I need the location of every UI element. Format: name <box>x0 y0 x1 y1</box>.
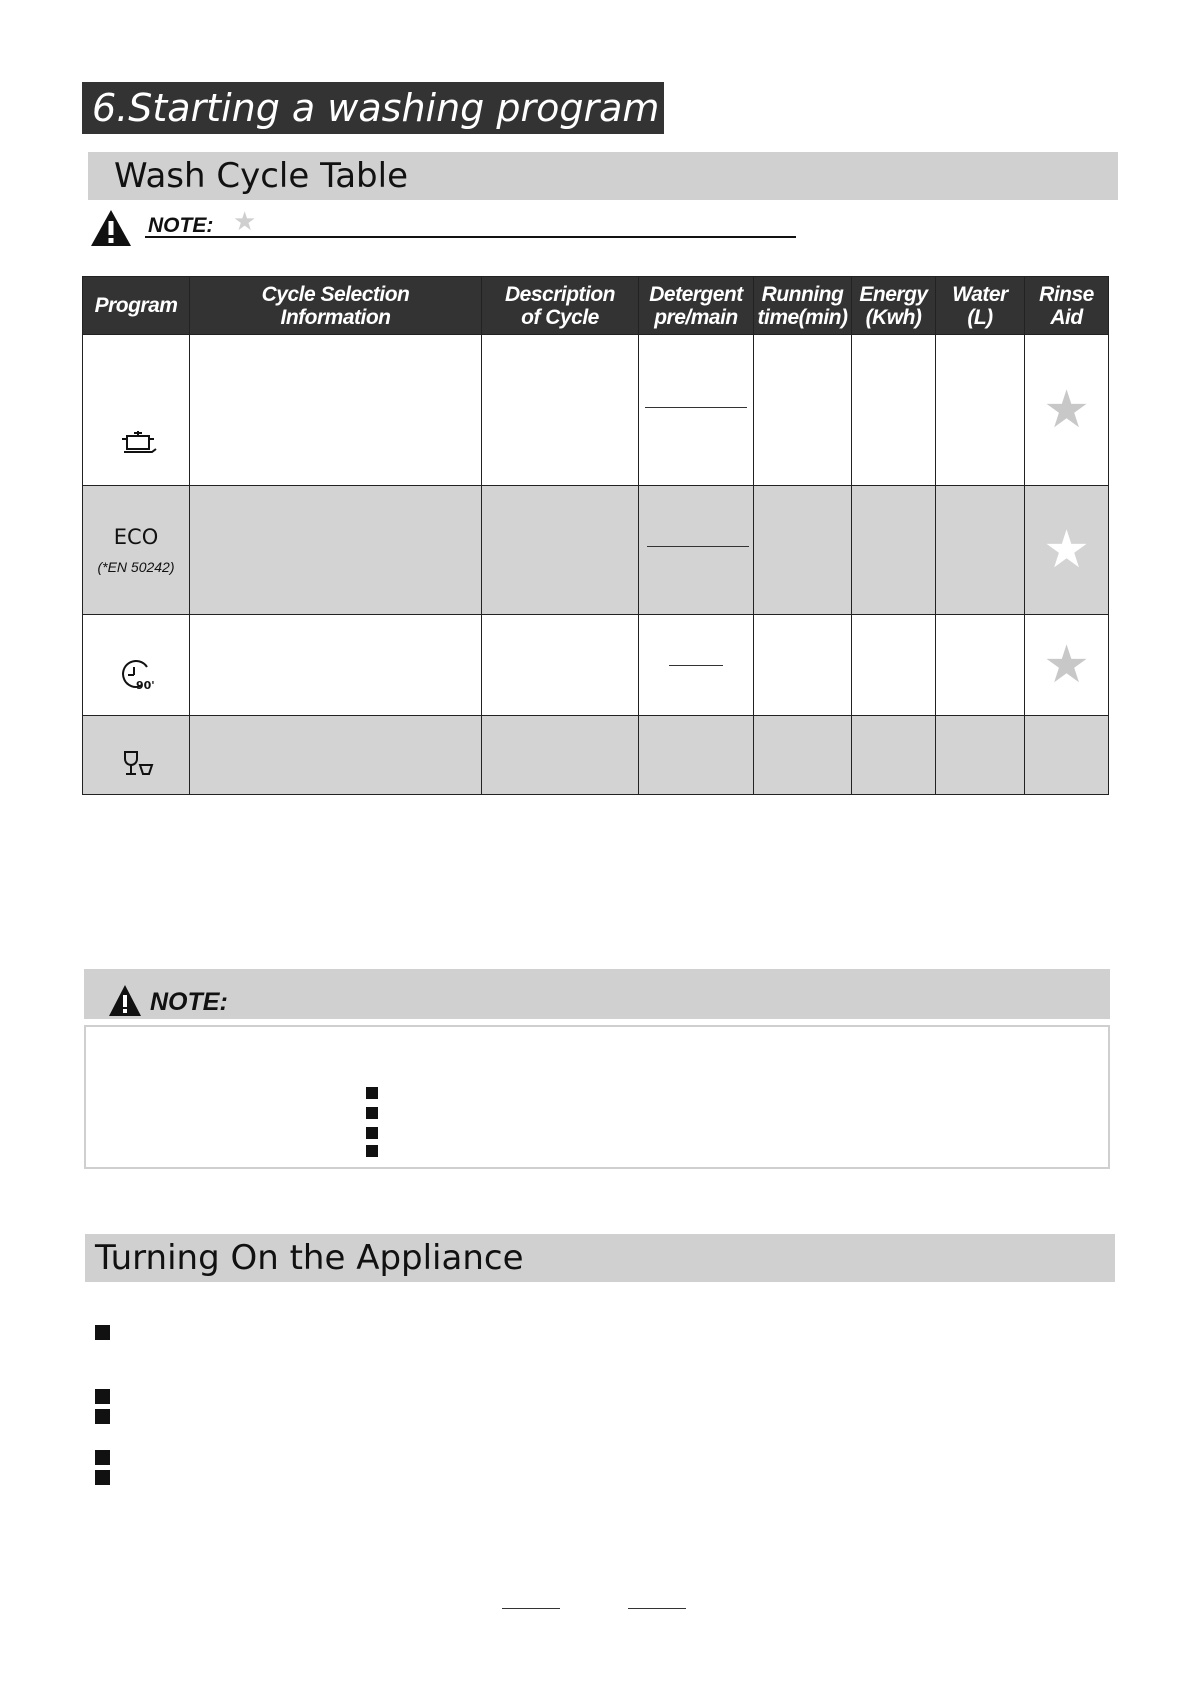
note-label: NOTE: <box>150 988 228 1016</box>
clock-90-icon <box>119 658 159 692</box>
water-cell <box>936 335 1025 486</box>
warning-icon <box>108 984 142 1018</box>
water-cell <box>936 716 1025 795</box>
clock-90-label: 90' <box>136 679 155 692</box>
star-icon: ★ <box>1043 381 1090 439</box>
description-cell <box>482 716 639 795</box>
cycle-selection-cell <box>190 716 482 795</box>
water-cell <box>936 615 1025 716</box>
running-time-cell <box>754 335 852 486</box>
table-row <box>83 335 1109 486</box>
detergent-cell <box>639 486 754 615</box>
header-water: Water (L) <box>936 277 1025 335</box>
cycle-selection-cell <box>190 335 482 486</box>
energy-cell <box>852 335 936 486</box>
note-box <box>84 1025 1110 1169</box>
cycle-selection-cell <box>190 615 482 716</box>
bullet-square <box>366 1145 378 1157</box>
note-underline <box>145 236 796 238</box>
energy-cell <box>852 486 936 615</box>
wash-cycle-table-heading: Wash Cycle Table <box>88 152 1118 200</box>
note-label: NOTE: <box>148 214 214 237</box>
running-time-cell <box>754 716 852 795</box>
table-header-row <box>83 277 1109 335</box>
program-cell <box>83 615 190 716</box>
detergent-divider <box>645 407 747 408</box>
rinse-aid-cell <box>1025 615 1109 716</box>
eco-program-label: ECO <box>113 525 159 549</box>
glass-cup-icon <box>121 750 157 780</box>
chapter-title: 6.Starting a washing program <box>82 82 664 134</box>
detergent-divider <box>647 546 749 547</box>
rinse-aid-cell <box>1025 716 1109 795</box>
bullet-square <box>95 1389 110 1404</box>
cycle-selection-cell <box>190 486 482 615</box>
bullet-square <box>366 1087 378 1099</box>
bullet-square <box>95 1450 110 1465</box>
description-cell <box>482 615 639 716</box>
header-description: Description of Cycle <box>482 277 639 335</box>
energy-cell <box>852 615 936 716</box>
rinse-aid-cell <box>1025 335 1109 486</box>
detergent-divider <box>669 665 723 666</box>
bullet-square <box>366 1127 378 1139</box>
table-row <box>83 486 1109 615</box>
description-cell <box>482 486 639 615</box>
header-program: Program <box>83 277 190 335</box>
pot-pan-icon <box>119 430 159 460</box>
bullet-square <box>95 1325 110 1340</box>
table-row <box>83 716 1109 795</box>
header-energy: Energy (Kwh) <box>852 277 936 335</box>
eco-standard-label: (*EN 50242) <box>97 559 175 575</box>
bullet-square <box>95 1409 110 1424</box>
program-cell <box>83 486 190 615</box>
rinse-aid-cell <box>1025 486 1109 615</box>
detergent-cell <box>639 335 754 486</box>
program-cell <box>83 335 190 486</box>
energy-cell <box>852 716 936 795</box>
description-cell <box>482 335 639 486</box>
star-icon: ★ <box>1043 636 1090 694</box>
detergent-cell <box>639 615 754 716</box>
turning-on-heading: Turning On the Appliance <box>85 1234 1115 1282</box>
water-cell <box>936 486 1025 615</box>
wash-cycle-table <box>82 276 1109 795</box>
footer-line <box>628 1608 686 1609</box>
header-running-time: Running time(min) <box>754 277 852 335</box>
header-rinse-aid: Rinse Aid <box>1025 277 1109 335</box>
footer-line <box>502 1608 560 1609</box>
header-detergent: Detergent pre/main <box>639 277 754 335</box>
star-icon: ★ <box>1043 521 1090 579</box>
program-cell <box>83 716 190 795</box>
table-row <box>83 615 1109 716</box>
bullet-square <box>95 1470 110 1485</box>
header-cycle-selection: Cycle Selection Information <box>190 277 482 335</box>
warning-icon <box>89 208 133 248</box>
note-header-bar <box>84 969 1110 1019</box>
star-icon: ★ <box>233 206 257 236</box>
running-time-cell <box>754 615 852 716</box>
detergent-cell <box>639 716 754 795</box>
bullet-square <box>366 1107 378 1119</box>
running-time-cell <box>754 486 852 615</box>
